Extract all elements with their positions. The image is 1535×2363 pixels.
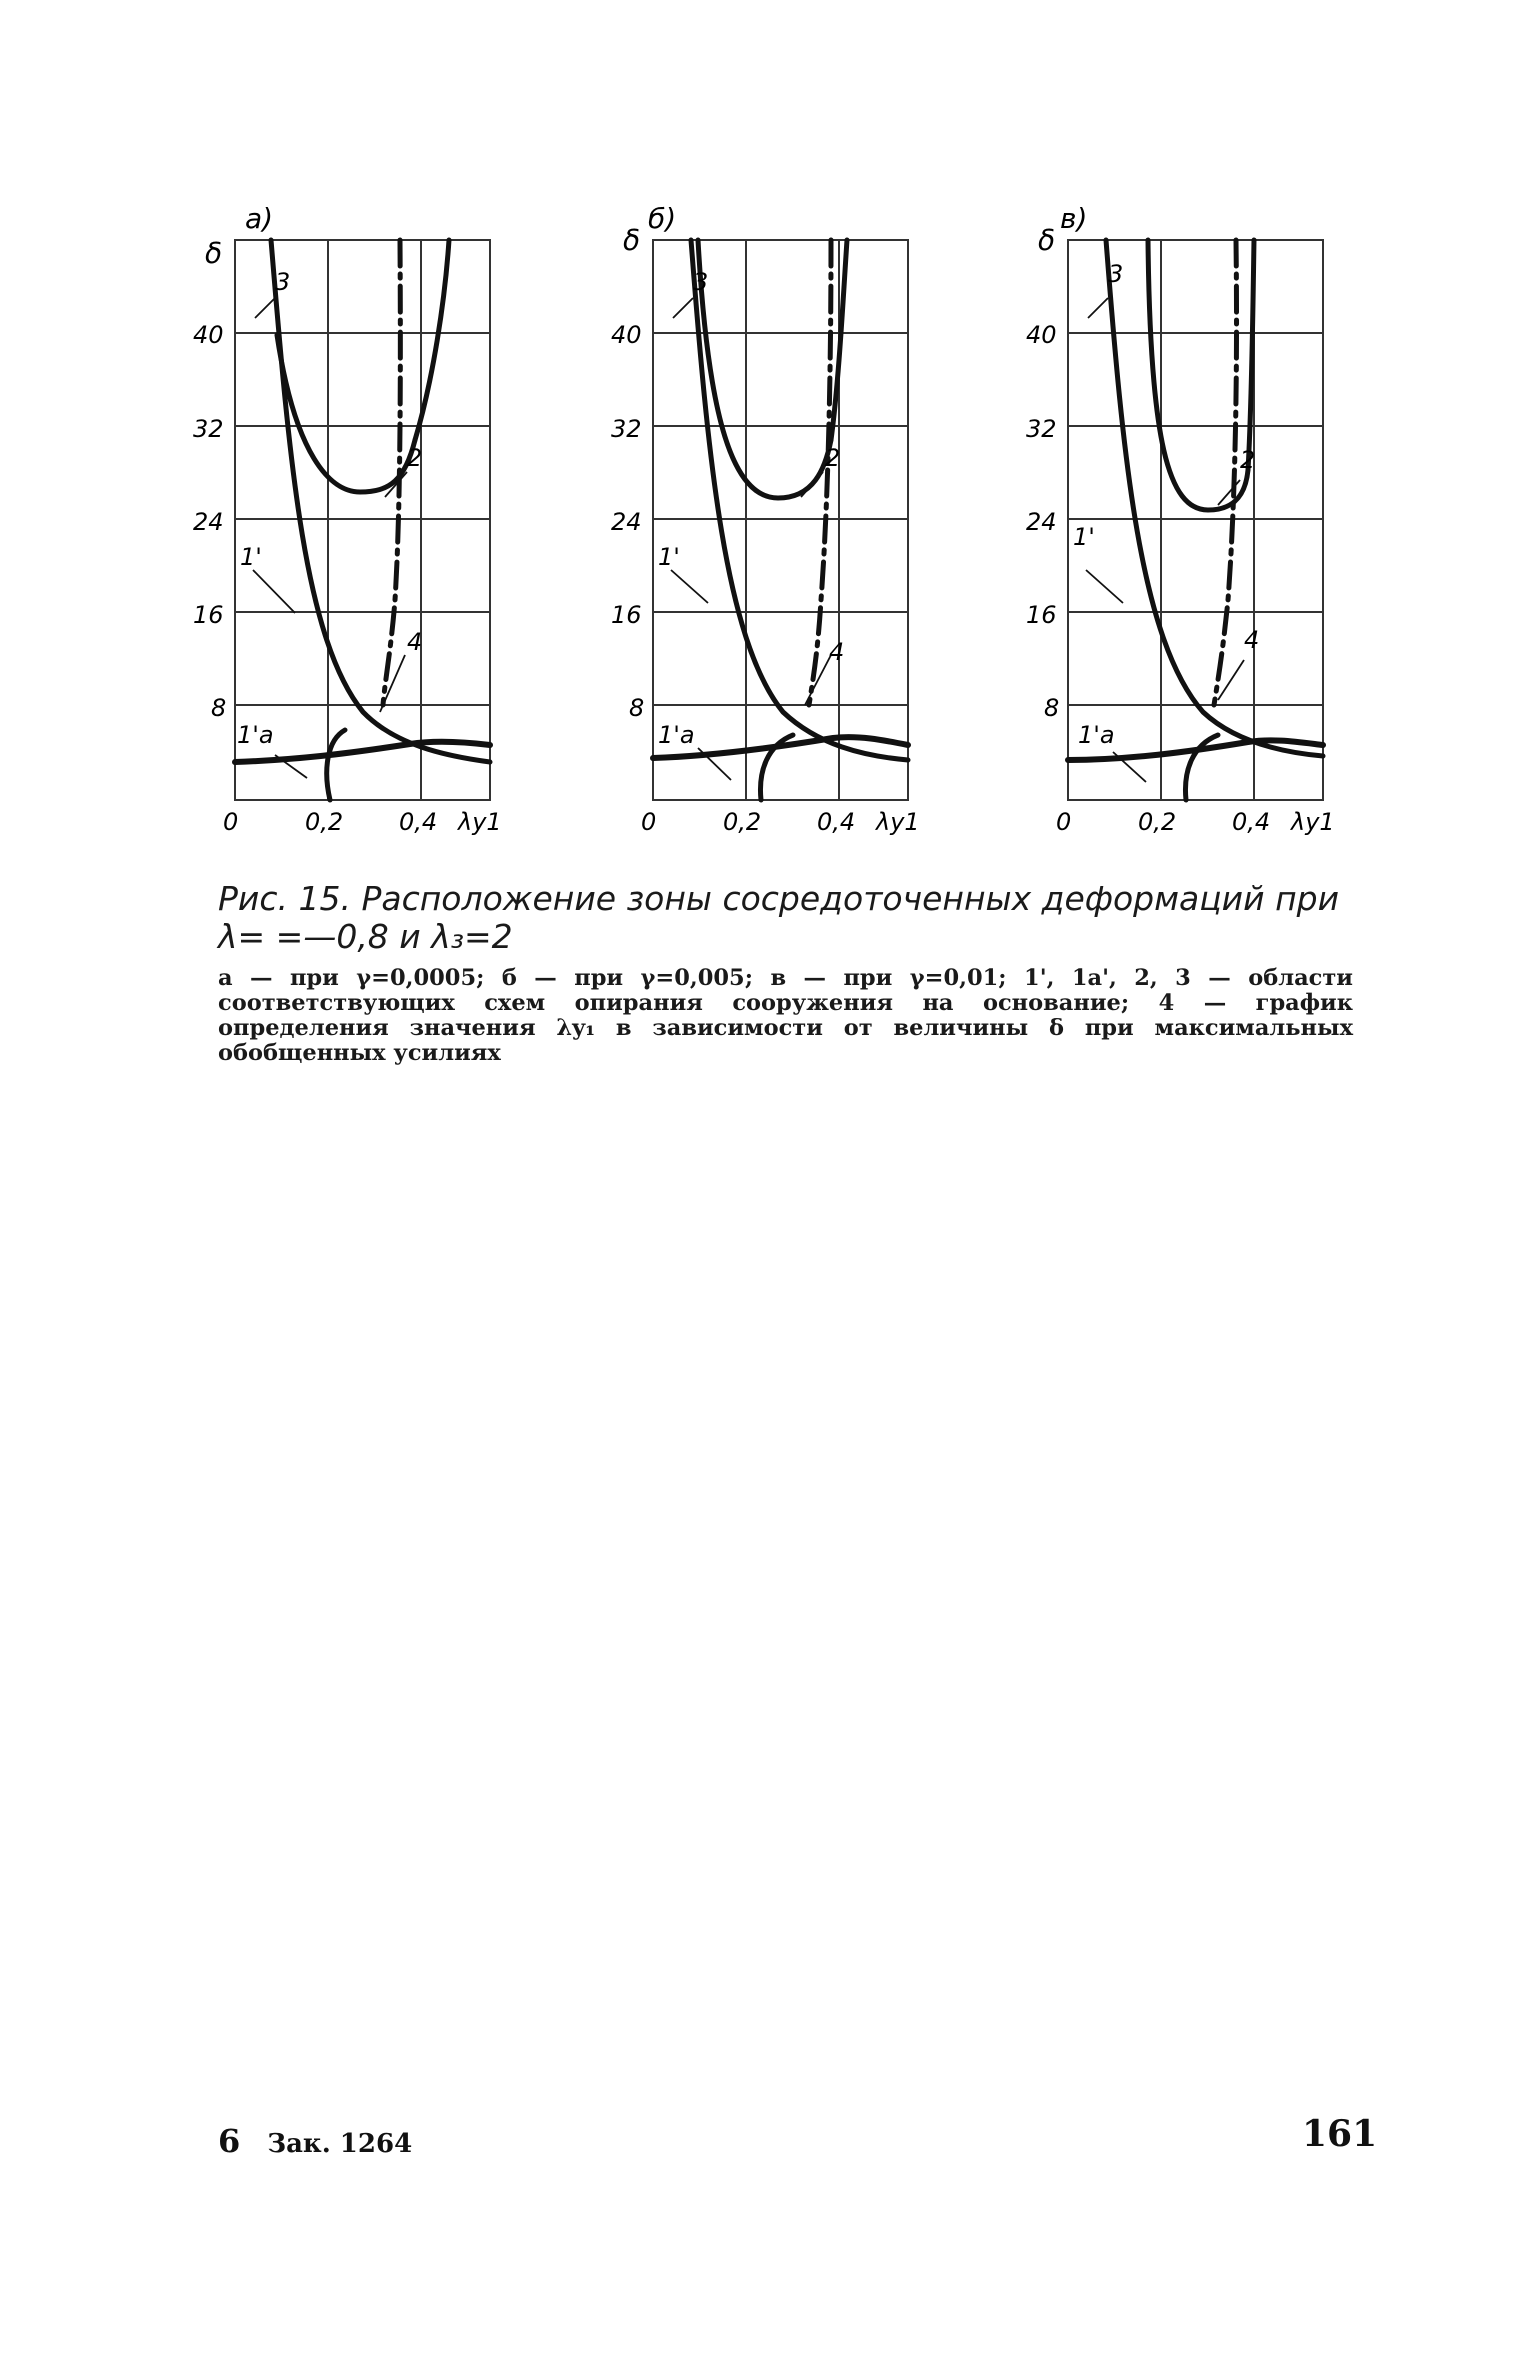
label-1a: 1'a xyxy=(1078,721,1115,749)
y-tick-40: 40 xyxy=(1026,321,1057,349)
curve-1-prime xyxy=(271,240,490,762)
y-tick-8: 8 xyxy=(1044,694,1060,722)
x-tick-0-4: 0,4 xyxy=(1232,808,1271,836)
y-tick-32: 32 xyxy=(1026,415,1057,443)
y-tick-24: 24 xyxy=(193,508,224,536)
x-axis-label: λy1 xyxy=(458,808,502,836)
panel-label: б) xyxy=(648,202,677,235)
label-1a: 1'a xyxy=(658,721,695,749)
x-tick-0-2: 0,2 xyxy=(305,808,344,836)
figure-caption-body: а — при γ=0,0005; б — при γ=0,005; в — при γ=0,01; 1', 1a', 2, 3 — области соответствующих схем опирания сооружения на основание; 4 — график определения значения λy₁ в зависимости от величины δ при максимальных обобщенных усилиях xyxy=(218,965,1353,1066)
x-tick-0: 0 xyxy=(223,808,239,836)
figure-15 xyxy=(0,0,1535,900)
sheet-number: 6 xyxy=(218,2122,241,2160)
label-3: 3 xyxy=(693,268,709,296)
panel-b xyxy=(611,202,920,836)
curve-3 xyxy=(698,240,831,498)
label-2: 2 xyxy=(1240,446,1256,474)
panel-label: а) xyxy=(245,202,274,235)
page-number: 161 xyxy=(1302,2113,1378,2155)
y-tick-40: 40 xyxy=(193,321,224,349)
x-tick-0: 0 xyxy=(1056,808,1072,836)
label-4: 4 xyxy=(829,638,845,666)
x-tick-0: 0 xyxy=(641,808,657,836)
y-tick-16: 16 xyxy=(193,601,224,629)
x-axis-label: λy1 xyxy=(876,808,920,836)
curve-4 xyxy=(383,240,400,705)
label-3: 3 xyxy=(1108,260,1124,288)
y-tick-24: 24 xyxy=(1026,508,1057,536)
label-2: 2 xyxy=(407,444,423,472)
y-axis-label: δ xyxy=(623,224,641,257)
label-1-prime: 1' xyxy=(658,543,680,571)
order-number: Зак. 1264 xyxy=(267,2129,413,2159)
y-tick-8: 8 xyxy=(629,694,645,722)
y-tick-32: 32 xyxy=(193,415,224,443)
panel-c xyxy=(1026,202,1335,836)
label-4: 4 xyxy=(407,628,423,656)
label-1-prime: 1' xyxy=(1073,523,1095,551)
x-axis-label: λy1 xyxy=(1291,808,1335,836)
grid xyxy=(1068,240,1323,800)
curve-3 xyxy=(277,335,415,492)
grid xyxy=(653,240,908,800)
x-tick-0-4: 0,4 xyxy=(817,808,856,836)
label-4: 4 xyxy=(1244,626,1260,654)
x-tick-0-2: 0,2 xyxy=(723,808,762,836)
curve-1-prime xyxy=(1106,240,1323,756)
grid xyxy=(235,240,490,800)
panel-label: в) xyxy=(1060,202,1088,235)
y-tick-16: 16 xyxy=(611,601,642,629)
label-3: 3 xyxy=(275,268,291,296)
y-tick-8: 8 xyxy=(211,694,227,722)
y-tick-16: 16 xyxy=(1026,601,1057,629)
curve-1a-branch xyxy=(327,730,345,800)
panel-a xyxy=(193,202,502,836)
y-tick-24: 24 xyxy=(611,508,642,536)
curve-4 xyxy=(1214,240,1237,705)
y-axis-label: δ xyxy=(205,237,223,270)
curve-1-prime xyxy=(691,240,908,760)
x-tick-0-4: 0,4 xyxy=(399,808,438,836)
label-1a: 1'a xyxy=(237,721,274,749)
x-tick-0-2: 0,2 xyxy=(1138,808,1177,836)
footer-printing-info xyxy=(218,2122,412,2160)
label-1-prime: 1' xyxy=(240,543,262,571)
y-tick-32: 32 xyxy=(611,415,642,443)
y-tick-40: 40 xyxy=(611,321,642,349)
y-axis-label: δ xyxy=(1038,224,1056,257)
figure-caption-title: Рис. 15. Расположение зоны сосредоточенных деформаций при λ= =—0,8 и λ₃=2 xyxy=(218,879,1340,956)
label-2: 2 xyxy=(825,444,841,472)
